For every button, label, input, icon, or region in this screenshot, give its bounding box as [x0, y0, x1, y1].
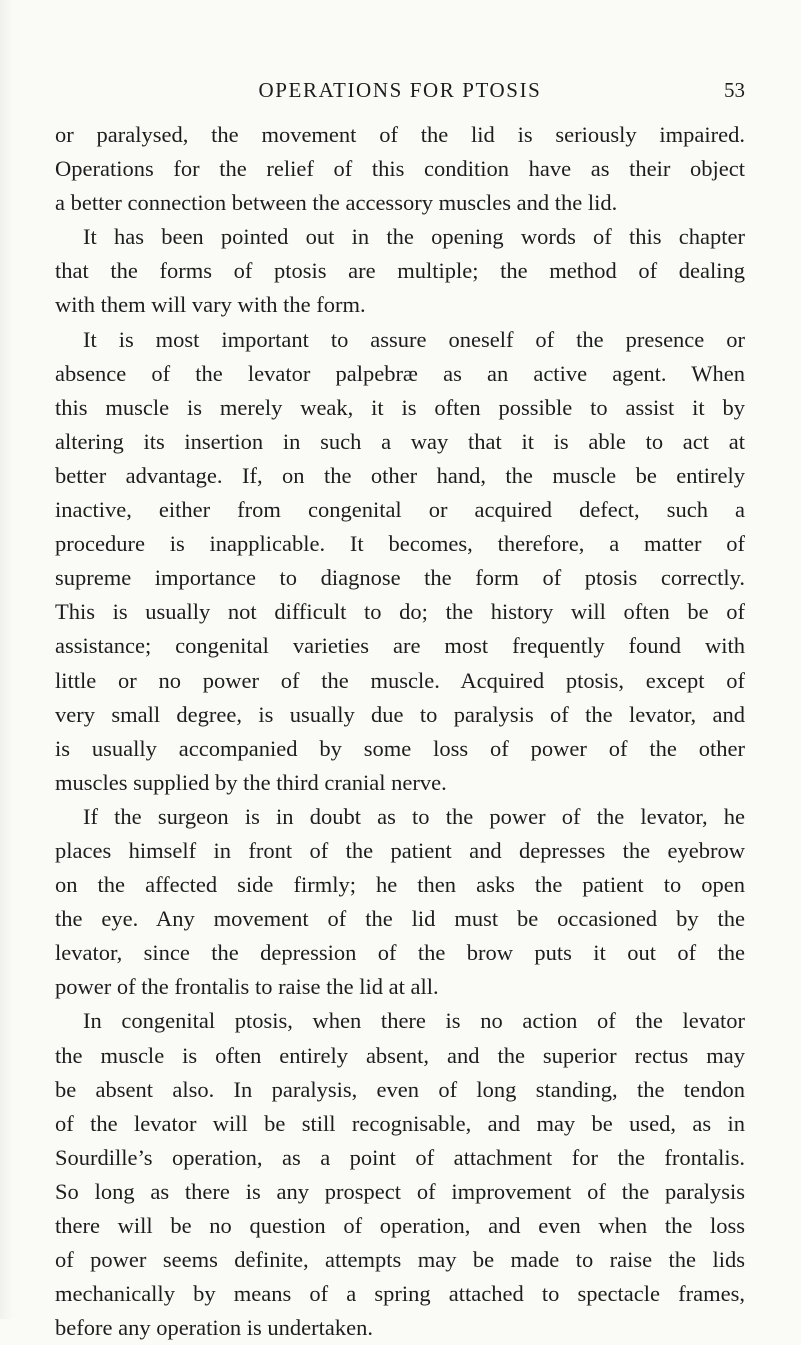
running-head	[55, 78, 745, 112]
running-title: OPERATIONS FOR PTOSIS	[258, 78, 542, 102]
text-line: of power seems definite, attempts may be made to raise the lids	[55, 1247, 745, 1273]
text-line: altering its insertion in such a way that it is able to act at	[55, 428, 745, 454]
paragraph-start-line: If the surgeon is in doubt as to the power of the levator, he	[83, 803, 745, 829]
page-edge-shadow	[0, 0, 14, 1319]
text-line: muscles supplied by the third cranial nerve.	[55, 769, 447, 795]
text-line: this muscle is merely weak, it is often possible to assist it by	[55, 394, 745, 420]
text-line: mechanically by means of a spring attached to spectacle frames,	[55, 1281, 745, 1307]
text-line: or paralysed, the movement of the lid is seriously impaired.	[55, 122, 745, 147]
text-line: of the levator will be still recognisable, and may be used, as in	[55, 1110, 745, 1136]
text-line: the muscle is often entirely absent, and the superior rectus may	[55, 1042, 745, 1068]
text-line: a better connection between the accessory muscles and the lid.	[55, 190, 618, 216]
text-line: This is usually not difficult to do; the history will often be of	[55, 599, 745, 625]
text-line: there will be no question of operation, and even when the loss	[55, 1213, 745, 1238]
text-line: better advantage. If, on the other hand, the muscle be entirely	[55, 462, 745, 488]
text-line: before any operation is undertaken.	[55, 1315, 373, 1341]
paragraph-start-line: It has been pointed out in the opening words of this chapter	[83, 224, 745, 250]
text-line: places himself in front of the patient and depresses the eyebrow	[55, 837, 745, 863]
text-line: absence of the levator palpebræ as an active agent. When	[55, 360, 745, 386]
paragraph-start-line: In congenital ptosis, when there is no action of the levator	[83, 1008, 745, 1034]
text-line: inactive, either from congenital or acquired defect, such a	[55, 497, 745, 523]
text-line: levator, since the depression of the brow puts it out of the	[55, 940, 745, 966]
text-line: procedure is inapplicable. It becomes, therefore, a matter of	[55, 531, 745, 557]
paragraph-start-line: It is most important to assure oneself of the presence or	[83, 326, 745, 352]
text-line: assistance; congenital varieties are most frequently found with	[55, 633, 745, 659]
text-line: Operations for the relief of this condition have as their object	[55, 156, 745, 182]
text-line: very small degree, is usually due to paralysis of the levator, and	[55, 701, 745, 727]
text-line: on the affected side firmly; he then asks the patient to open	[55, 872, 745, 898]
text-line: with them will vary with the form.	[55, 292, 366, 318]
text-line: supreme importance to diagnose the form of ptosis correctly.	[55, 565, 745, 591]
body-text	[55, 118, 745, 1345]
text-line: Sourdille’s operation, as a point of attachment for the frontalis.	[55, 1144, 745, 1170]
text-line: that the forms of ptosis are multiple; the method of dealing	[55, 258, 745, 284]
text-line: little or no power of the muscle. Acquired ptosis, except of	[55, 667, 745, 693]
text-line: power of the frontalis to raise the lid at all.	[55, 974, 439, 1000]
text-line: the eye. Any movement of the lid must be occasioned by the	[55, 906, 745, 932]
page-number: 53	[724, 78, 745, 102]
text-line: be absent also. In paralysis, even of long standing, the tendon	[55, 1076, 745, 1102]
text-line: So long as there is any prospect of improvement of the paralysis	[55, 1178, 745, 1204]
text-line: is usually accompanied by some loss of power of the other	[55, 735, 745, 761]
